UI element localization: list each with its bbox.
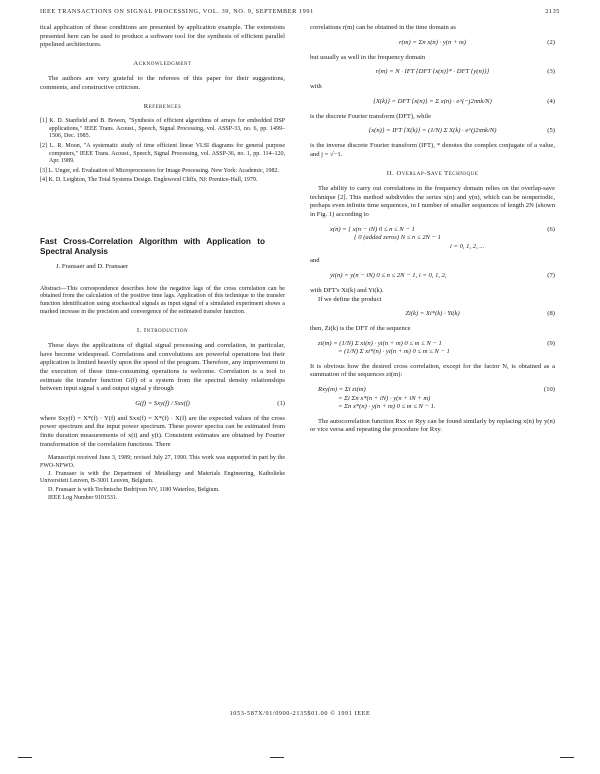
paragraph: and <box>310 257 320 265</box>
intro-paragraph: tical application of these conditions are presented by application example. The extensions presented here can be used to produce a software tool for the synthesis of efficient parallel pipelined architectures. <box>40 24 285 49</box>
left-column <box>40 24 285 504</box>
section-1-paragraph: These days the applications of digital signal processing and correlation, in particular, have become widespread. Correlations and convolutions are powerful operations but their application is limited heavily upon the speed of the program. Therefore, any improvement in the execution of these time-consuming operations is welcome. Correlation is a tool to estimate the transfer function G(f) of a system from the spectral density relationships between input signal x and output signal y through <box>40 342 285 393</box>
equation-9 <box>310 340 555 357</box>
paragraph: then, Zi(k) is the DFT of the sequence <box>310 325 411 333</box>
equation-6-number: (6) <box>547 225 555 233</box>
reference-list <box>40 118 285 185</box>
refs-heading: References <box>143 102 182 110</box>
right-column <box>310 24 555 441</box>
ack-text: The authors are very grateful to the referees of this paper for their suggestions, comments, and constructive criticism. <box>40 75 285 91</box>
paragraph: but usually as well in the frequency domain <box>310 53 426 61</box>
crop-mark <box>18 757 32 758</box>
equation-1-body: G(f) = Sxy(f) / Sxx(f) <box>135 399 190 407</box>
paragraph: with DFT's Xi(k) and Yi(k). <box>310 286 384 294</box>
equation-10-number: (10) <box>544 386 555 394</box>
equation-10-line: = Σi Σn x*(n + iN) · y(n + iN + m) <box>338 394 431 402</box>
reference-item: [3] L. Unger, ed. Evaluation of Microprocessors for Image Processing. New York: Academic, 1982. <box>40 167 280 174</box>
equation-6 <box>310 226 555 252</box>
crop-mark <box>560 757 574 758</box>
equation-1-number: (1) <box>277 399 285 407</box>
equation-2 <box>310 39 555 48</box>
equation-6-line: { 0 (added zeros) N ≤ n ≤ 2N − 1 <box>354 234 441 242</box>
equation-3-body: r(m) = N · IFT {DFT {x(n)}* · DFT {y(n)}} <box>375 68 490 76</box>
paragraph: correlations r(m) can be obtained in the time domain as <box>310 24 456 31</box>
equation-5 <box>310 127 555 136</box>
reference-item: [4] K. D. Leighton, The Total Systems Design. Englewood Cliffs, NJ: Prentice-Hall, 1979. <box>40 177 258 184</box>
paragraph: The autocorrelation function Rxx or Ryy can be found similarly by replacing x(n) by y(n) or vice versa and repeating the procedure for Rxy. <box>310 417 555 434</box>
equation-4-number: (4) <box>547 97 555 105</box>
equation-8 <box>310 310 555 319</box>
equation-7 <box>310 272 555 281</box>
running-header-text: IEEE TRANSACTIONS ON SIGNAL PROCESSING, VOL. 39, NO. 9, SEPTEMBER 1991 <box>40 8 314 15</box>
equation-9-number: (9) <box>547 339 555 347</box>
reference-item: [2] L. R. Moon, "A systematic study of time efficient linear VLSI diagrams for general purpose computers," IEEE Trans. Acoust., Speech, Signal Processing, vol. ASSP-36, no. 1, pp. 114–120, Apr. 1989. <box>40 142 285 165</box>
article-title: Fast Cross-Correlation Algorithm with Application to Spectral Analysis <box>40 236 265 256</box>
equation-2-body: r(m) = Σn x(n) · y(n + m) <box>398 38 466 46</box>
equation-7-number: (7) <box>547 271 555 279</box>
equation-5-body: {x(n)} = IFT {X(k)} = (1/N) Σ X(k) · e^(j2πnk/N) <box>368 127 497 135</box>
paragraph: with <box>310 83 322 91</box>
equation-9-line: zi(m) = (1/N) Σ xi(n) · yi(n + m) 0 ≤ m ≤ N − 1 <box>318 339 442 347</box>
equation-1 <box>40 400 285 409</box>
equation-6-line: i = 0, 1, 2, ... <box>450 242 485 250</box>
equation-2-number: (2) <box>547 38 555 46</box>
equation-7-body: yi(n) = y(n − iN) 0 ≤ n ≤ 2N − 1, i = 0, 1, 2, <box>330 271 447 279</box>
section-1-heading: I. Introduction <box>136 326 189 334</box>
paragraph: is the discrete Fourier transform (DFT), while <box>310 112 432 120</box>
equation-5-number: (5) <box>547 127 555 135</box>
abstract: Abstract—This correspondence describes how the negative lags of the cross correlation can be obtained from the calculation of the positive time lags. Application of this technique to the transfer function identification using stochastical signals as input signal of a simulated experiment shows a marked increase in the precision and convergence of the estimated transfer function. <box>40 285 285 315</box>
footnotes <box>40 455 285 502</box>
crop-mark <box>270 757 284 758</box>
copyright-footer: 1053-587X/91/0900-2135$01.00 © 1991 IEEE <box>229 710 371 717</box>
page-number: 2135 <box>545 8 560 15</box>
equation-10 <box>310 386 555 412</box>
equation-3-number: (3) <box>547 68 555 76</box>
equation-4-body: {X(k)} = DFT {x(n)} = Σ x(n) · e^(−j2πnk/N) <box>373 97 492 105</box>
equation-6-line: x(n) = { x(n − iN) 0 ≤ n ≤ N − 1 <box>330 225 415 233</box>
section-1-paragraph-2: where Sxy(f) = X*(f) · Y(f) and Sxx(f) = X*(f) · X(f) are the expected values of the cross power spectrum and the input power spectrum. These power spectra can be estimated from finite duration measurements of x(t) and y(t). Consistent estimates are obtained by Fourier transformation of the correlation functions. There <box>40 414 285 448</box>
equation-9-line: = (1/N) Σ xi*(n) · yi(n + m) 0 ≤ m ≤ N − 1 <box>338 348 450 356</box>
paragraph: is the inverse discrete Fourier transform (IFT), * denotes the complex conjugate of a value, and j = √−1. <box>310 142 555 158</box>
footnote: D. Fransaer is with Technische Bedrijven NV, 1180 Waterloo, Belgium. <box>48 486 220 493</box>
paragraph: If we define the product <box>318 295 382 303</box>
equation-8-body: Zi(k) = Xi*(k) · Yi(k) <box>405 310 460 318</box>
equation-8-number: (8) <box>547 310 555 318</box>
section-2-heading: II. Overlap-Save Technique <box>386 169 479 177</box>
equation-10-line: = Σn x*(n) · y(n + m) 0 ≤ m ≤ N − 1. <box>338 403 436 411</box>
footnote: Manuscript received June 3, 1989; revised July 27, 1990. This work was supported in part by the FWO-NFWO. <box>40 455 285 469</box>
footnote: IEEE Log Number 9101531. <box>48 495 118 502</box>
section-2-paragraph: The ability to carry out correlations in the frequency domain relies on the overlap-save technique [2]. This method subdivides the series x(n) and y(n), which can be nonperiodic, perhaps even infinite time sequences, in I number of smaller sequences of length 2N (shown in Fig. 1) according to <box>310 185 555 218</box>
paragraph: It is obvious how the desired cross correlation, except for the factor N, is obtained as a summation of the sequences zi(m): <box>310 362 555 379</box>
running-header <box>40 8 560 15</box>
footnote: J. Fransaer is with the Department of Metallurgy and Materials Engineering, Katholieke Universiteit Leuven, B-3001 Leuven, Belgium. <box>40 471 285 485</box>
equation-3 <box>310 68 555 77</box>
article-authors: J. Fransaer and D. Fransaer <box>56 262 129 270</box>
equation-4 <box>310 98 555 107</box>
reference-item: [1] K. D. Stanfield and B. Bowen, "Synthesis of efficient algorithms of arrays for embedded DSP applications," IEEE Trans. Acoust., Speech, Signal Processing, vol. ASSP-33, no. 6, pp. 1499–1506, Dec. 1985. <box>40 118 285 140</box>
ack-heading: Acknowledgment <box>133 59 192 67</box>
equation-10-line: Rxy(m) = Σi zi(m) <box>318 386 366 394</box>
